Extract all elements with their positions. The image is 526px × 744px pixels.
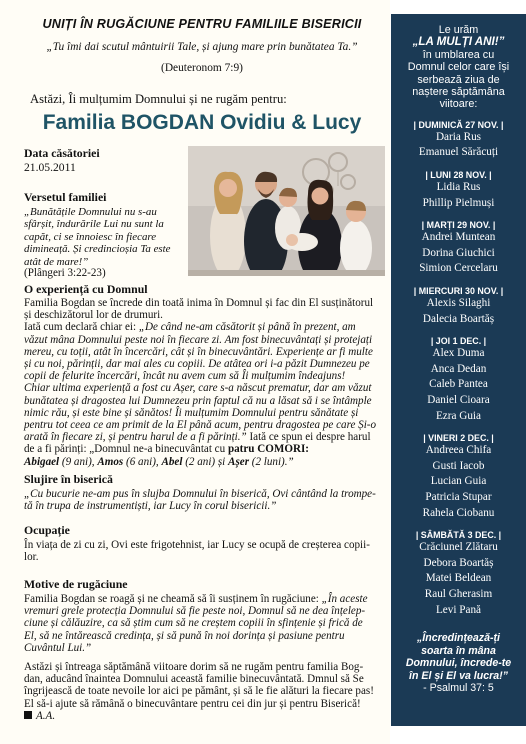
service-body: „Cu bucurie ne-am pus în slujba Domnului în biserică, Ovi cântând la trompe- tă în trupa de instrumentiști, iar Lucy în corul bisericii.” bbox=[24, 488, 376, 513]
birthday-name: Caleb Pantea bbox=[429, 378, 488, 391]
end-square-icon bbox=[24, 711, 32, 719]
intro-line: Astăzi, Îi mulțumim Domnului și ne rugăm pentru: bbox=[30, 92, 287, 106]
birthday-name: Simion Cercelaru bbox=[419, 262, 498, 275]
birthday-name: Matei Beldean bbox=[425, 572, 492, 585]
birthday-name: Patricia Stupar bbox=[425, 490, 492, 503]
birthday-name: Dalecia Boartăș bbox=[422, 312, 495, 325]
family-photo-image bbox=[188, 146, 385, 276]
header-verse-reference: (Deuteronom 7:9) bbox=[161, 62, 243, 74]
sidebar-closing-reference: - Psalmul 37: 5 bbox=[423, 682, 494, 695]
birthday-name: Lidia Rus bbox=[436, 181, 481, 194]
birthday-name: Rahela Ciobanu bbox=[422, 506, 495, 519]
family-title: Familia BOGDAN Ovidiu & Lucy bbox=[42, 111, 362, 134]
birthday-name: Andreea Chifa bbox=[425, 444, 492, 457]
experience-body: Familia Bogdan se încrede din toată inima în Domnul și fac din El susținătorul și deschizătorul lor de drumuri. Iată cum declară chiar ei: „De când ne-am căsătorit și până în prezent, am văzut mâna Domnului peste noi în fiecare zi. Am fost binecuvântați și protejați mereu, cu toții, atât în încercări, cât și în binecuvântări. Experiențe ar fi multe și cu noi, părinții, dar mai ales cu copiii. De atâtea ori i-a păzit Dumnezeu pe copii de felurite încercări, încât nu avem cum să Îi mulțumim îndeajuns! Chiar ultima experiență a fost cu Așer, care s-a născut prematur, dar am văzut bunătatea și dragostea lui Dumnezeu prin faptul că nu a lăsat să i se întâmple nimic rău, și este bine și sănătos! Îi mulțumim Domnului pentru sănătate și pentru tot ceea ce am primit de la El până acum, pentru dragostea pe care Și-o arată în fiecare zi, și pentru harul de a fi părinți.” Iată ce spun ei despre harul de a fi părinți: „Domnul ne-a binecuvântat cu patru COMORI: Abigael (9 ani), Amos (6 ani), Abel (2 ani) și Așer (2 luni).” bbox=[24, 297, 377, 468]
family-verse-text: „Bunătățile Domnului nu s-au sfârșit, îndurările Lui nu sunt la capăt, ci se înnoiesc în fiecare dimineață. Și credincioșia Ta este atât de mare!” bbox=[24, 206, 171, 268]
marriage-date: 21.05.2011 bbox=[24, 161, 76, 174]
birthday-name: Phillip Pielmuși bbox=[422, 196, 495, 209]
occupation-heading: Ocupație bbox=[24, 523, 70, 537]
birthday-name: Andrei Muntean bbox=[421, 231, 496, 244]
birthday-name: Daria Rus bbox=[435, 130, 482, 143]
day-label: | MARȚI 29 NOV. | bbox=[421, 220, 496, 231]
closing-body: Astăzi și întreaga săptămână viitoare dorim să ne rugăm pentru familia Bog- dan, aducând înaintea Domnului această familie binecuvântată. Dmnul să Se îngrijească de toate nevoile lor aici pe pământ, și să le fie alături la fiecare pas! El să-i ajute să rămână o binecuvântare pentru cei din jur și pentru Biserică! A.A. bbox=[24, 661, 374, 722]
prayer-body: Familia Bogdan se roagă și ne cheamă să îi susținem în rugăciune: „În aceste vremuri grele protecția Domnului să fie peste noi, Domnul să ne dea înțelep- ciune și călăuzire, ca să știm cum să ne creștem copiii în sfințenie și frică de El, să ne întărească credința, și să pună în noi dorința și pasiune pentru Cuvântul Lui.” bbox=[24, 593, 368, 654]
day-label: | LUNI 28 NOV. | bbox=[425, 170, 492, 181]
family-verse-heading: Versetul familiei bbox=[24, 190, 107, 204]
day-label: | MIERCURI 30 NOV. | bbox=[413, 286, 504, 296]
day-label: | DUMINICĂ 27 NOV. | bbox=[413, 119, 504, 130]
header-verse: „Tu îmi dai scutul mântuirii Tale, și ajung mare prin bunătatea Ta.” bbox=[46, 41, 358, 53]
sidebar-intro: Le urăm „LA MULȚI ANI!” în umblarea cu Domnul celor care își serbează ziua de naștere săptămâna viitoare: bbox=[407, 24, 510, 111]
page-header: UNIȚI ÎN RUGĂCIUNE PENTRU FAMILIILE BISERICII bbox=[42, 17, 362, 31]
signature: A.A. bbox=[36, 709, 56, 722]
birthday-name: Lucian Guia bbox=[430, 475, 487, 488]
birthday-name: Gusti Iacob bbox=[432, 459, 485, 472]
sidebar-closing-verse: „Încredințează-ți soarta în mâna Domnului, încrede-te în El și El va lucra!” bbox=[405, 632, 512, 682]
birthday-name: Debora Boartăș bbox=[423, 556, 494, 569]
family-photo bbox=[188, 146, 385, 276]
occupation-body: În viața de zi cu zi, Ovi este frigotehnist, iar Lucy se ocupă de creșterea copii- lor. bbox=[24, 539, 370, 564]
service-heading: Slujire în biserică bbox=[24, 472, 113, 486]
prayer-heading: Motive de rugăciune bbox=[24, 577, 128, 591]
birthday-name: Alexis Silaghi bbox=[426, 297, 491, 309]
family-verse-reference: (Plângeri 3:22-23) bbox=[24, 267, 106, 279]
birthday-name: Emanuel Sărăcuți bbox=[418, 146, 499, 159]
birthday-list bbox=[395, 120, 522, 618]
birthday-name: Alex Duma bbox=[432, 347, 485, 360]
birthday-name: Raul Gherasim bbox=[424, 587, 493, 600]
birthday-name: Anca Dedan bbox=[430, 362, 487, 375]
birthday-sidebar bbox=[391, 14, 526, 726]
birthday-name: Crăciunel Zlătaru bbox=[419, 541, 498, 554]
marriage-heading: Data căsătoriei bbox=[24, 146, 100, 160]
birthday-name: Daniel Cioara bbox=[427, 393, 490, 406]
birthday-name: Ezra Guia bbox=[435, 409, 482, 422]
day-label: | SÂMBĂTĂ 3 DEC. | bbox=[415, 530, 502, 541]
day-label: | JOI 1 DEC. | bbox=[430, 336, 487, 347]
birthday-name: Levi Pană bbox=[435, 603, 482, 616]
experience-heading: O experiență cu Domnul bbox=[24, 282, 148, 296]
day-label: | VINERI 2 DEC. | bbox=[423, 433, 494, 444]
birthday-name: Dorina Giuchici bbox=[422, 246, 495, 259]
